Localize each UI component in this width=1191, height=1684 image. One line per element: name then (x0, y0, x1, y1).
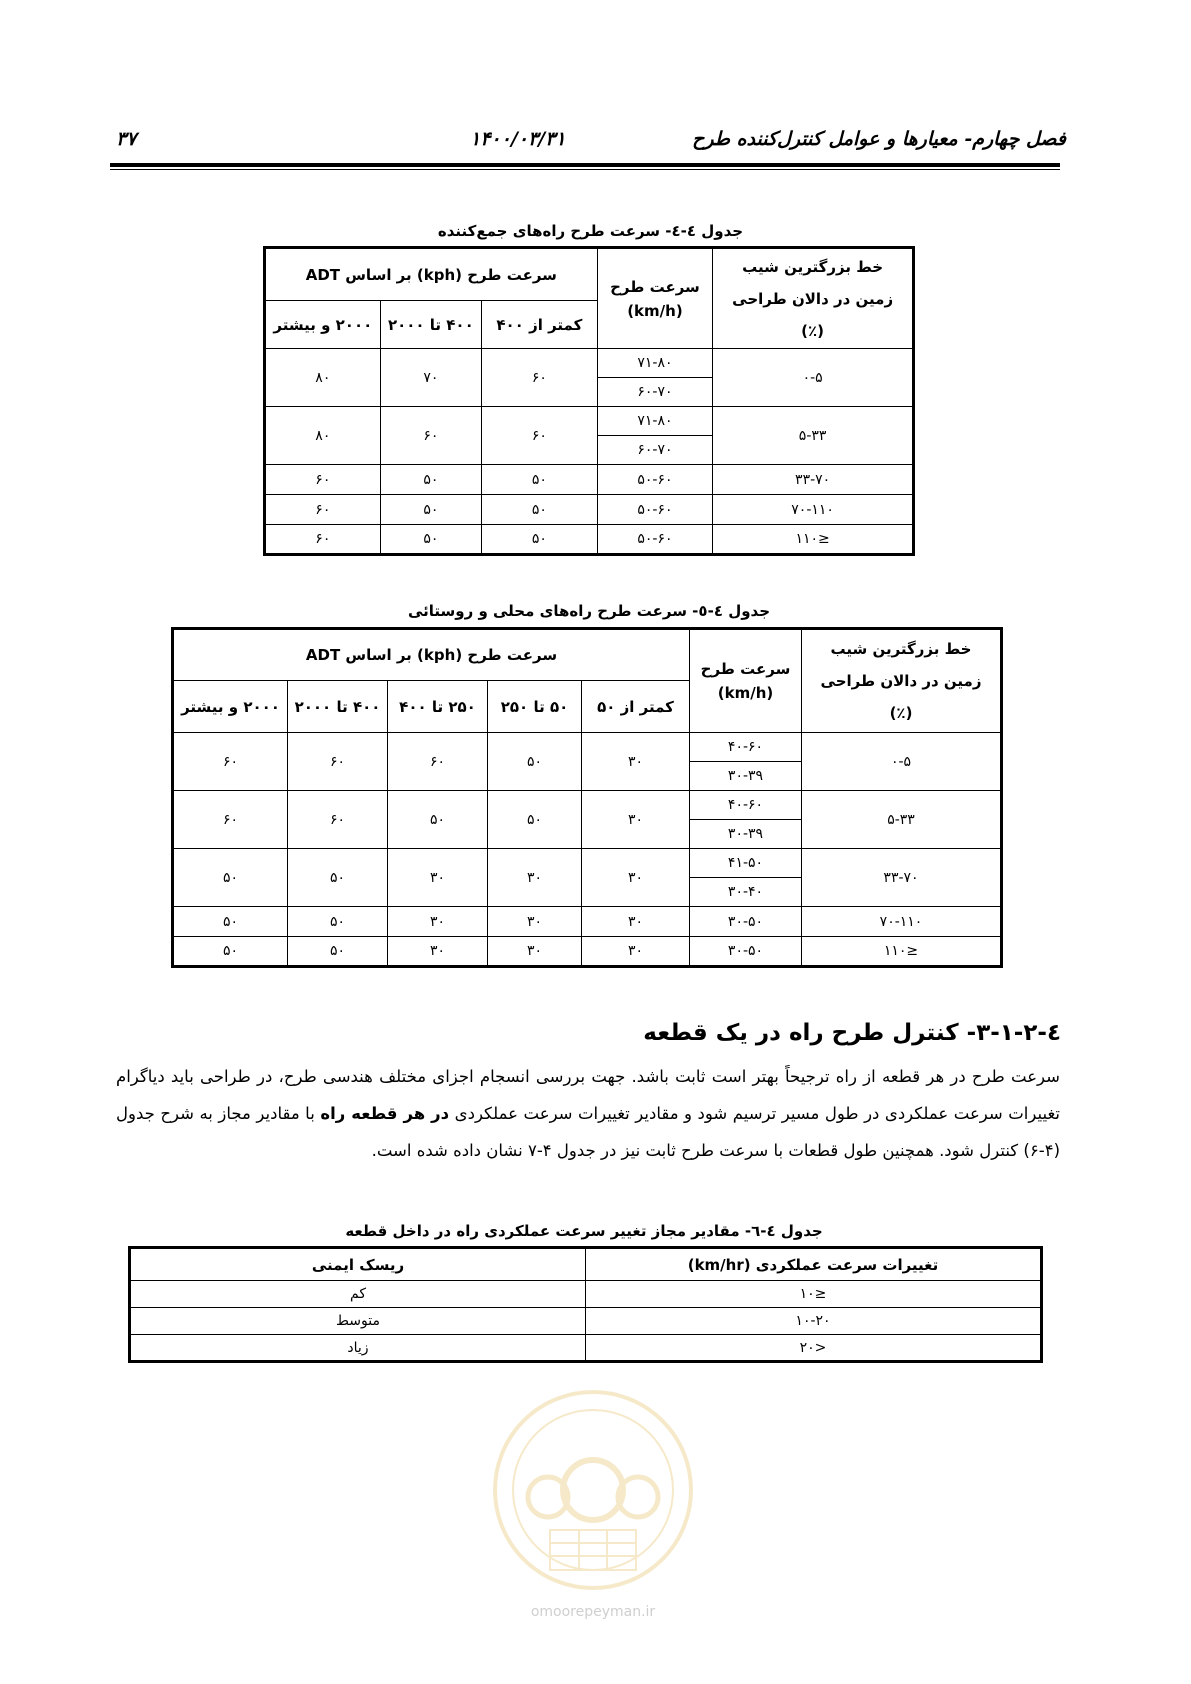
adt-speed-cell: ۶۰ (380, 407, 481, 465)
adt-column-header: ۲۵۰ تا ۴۰۰ (388, 681, 488, 733)
slope-cell: ≤۱۱۰ (713, 525, 914, 555)
adt-speed-cell: ۳۰ (582, 791, 690, 849)
adt-speed-cell: ۳۰ (488, 937, 582, 967)
adt-speed-cell: ۳۰ (582, 849, 690, 907)
adt-speed-cell: ۶۰ (265, 465, 381, 495)
design-speed-cell: ۴۰-۶۰ (690, 791, 802, 820)
adt-speed-cell: ۳۰ (582, 907, 690, 937)
slope-cell: ۰-۵ (802, 733, 1002, 791)
speed-change-cell: ۱۰-۲۰ (586, 1308, 1042, 1335)
slope-header: خط بزرگترین شیب زمین در دالان طراحی (٪) (713, 248, 914, 349)
design-speed-cell: ۵۰-۶۰ (597, 525, 713, 555)
adt-speed-cell: ۶۰ (265, 525, 381, 555)
adt-speed-cell: ۵۰ (482, 495, 598, 525)
adt-speed-cell: ۳۰ (582, 733, 690, 791)
adt-column-header: ۲۰۰۰ و بیشتر (265, 301, 381, 349)
design-speed-cell: ۳۰-۵۰ (690, 907, 802, 937)
adt-speed-cell: ۶۰ (288, 791, 388, 849)
adt-speed-cell: ۸۰ (265, 349, 381, 407)
design-speed-cell: ۷۱-۸۰ (597, 349, 713, 378)
adt-column-header: کمتر از ۴۰۰ (482, 301, 598, 349)
adt-column-header: ۵۰ تا ۲۵۰ (488, 681, 582, 733)
safety-risk-header: ریسک ایمنی (130, 1248, 586, 1281)
slope-cell: ۵-۳۳ (713, 407, 914, 465)
design-speed-cell: ۳۰-۴۰ (690, 878, 802, 907)
design-speed-cell: ۷۱-۸۰ (597, 407, 713, 436)
table-4-5 (171, 627, 1003, 968)
adt-speed-cell: ۶۰ (288, 733, 388, 791)
adt-speed-cell: ۶۰ (173, 791, 288, 849)
adt-speed-cell: ۵۰ (380, 465, 481, 495)
table-row (173, 849, 1002, 878)
adt-speed-cell: ۳۰ (488, 849, 582, 907)
watermark-ring (513, 1410, 673, 1570)
design-speed-header: سرعت طرح (km/h) (597, 248, 713, 349)
adt-speed-cell: ۵۰ (388, 791, 488, 849)
adt-column-header: ۴۰۰ تا ۲۰۰۰ (288, 681, 388, 733)
design-speed-cell: ۵۰-۶۰ (597, 495, 713, 525)
table-row (173, 791, 1002, 820)
adt-speed-cell: ۶۰ (482, 349, 598, 407)
slope-cell: ≤۱۱۰ (802, 937, 1002, 967)
slope-cell: ۳۳-۷۰ (713, 465, 914, 495)
page-number: ۳۷ (116, 128, 137, 150)
slope-header: خط بزرگترین شیب زمین در دالان طراحی (٪) (802, 629, 1002, 733)
design-speed-header: سرعت طرح (km/h) (690, 629, 802, 733)
safety-risk-cell: متوسط (130, 1308, 586, 1335)
table-row (130, 1335, 1042, 1362)
table-row (265, 495, 914, 525)
adt-column-header: ۴۰۰ تا ۲۰۰۰ (380, 301, 481, 349)
chapter-title: فصل چهارم- معیارها و عوامل کنترل‌کننده طرح (692, 128, 1066, 150)
design-speed-cell: ۴۱-۵۰ (690, 849, 802, 878)
design-speed-cell: ۳۰-۵۰ (690, 937, 802, 967)
section-paragraph (116, 1058, 1060, 1169)
slope-cell: ۷۰-۱۱۰ (713, 495, 914, 525)
speed-change-cell: <۲۰ (586, 1335, 1042, 1362)
design-speed-cell: ۵۰-۶۰ (597, 465, 713, 495)
design-speed-cell: ۶۰-۷۰ (597, 378, 713, 407)
slope-cell: ۳۳-۷۰ (802, 849, 1002, 907)
speed-change-cell: ≤۱۰ (586, 1281, 1042, 1308)
slope-cell: ۵-۳۳ (802, 791, 1002, 849)
adt-speed-cell: ۶۰ (173, 733, 288, 791)
table-row (265, 349, 914, 378)
adt-speed-cell: ۵۰ (288, 907, 388, 937)
safety-risk-cell: زیاد (130, 1335, 586, 1362)
adt-speed-cell: ۵۰ (488, 733, 582, 791)
header-rule-thick (110, 163, 1060, 167)
adt-speed-cell: ۸۰ (265, 407, 381, 465)
adt-speed-cell: ۶۰ (388, 733, 488, 791)
paragraph-text: سرعت طرح در هر قطعه از راه ترجیحاً بهتر است ثابت باشد. جهت بررسی انسجام اجزای مختلف هندسی طرح، در طراحی باید دیاگرام تغییرات سرعت عملکردی در طول مسیر ترسیم شود و مقادیر تغییرات سرعت عملکردی (116, 1067, 1060, 1123)
paragraph-bold-text: در هر قطعه راه (320, 1104, 450, 1123)
adt-column-header: کمتر از ۵۰ (582, 681, 690, 733)
adt-speed-cell: ۵۰ (488, 791, 582, 849)
table-row (173, 937, 1002, 967)
adt-speed-cell: ۳۰ (388, 907, 488, 937)
table-row (265, 465, 914, 495)
adt-speed-cell: ۵۰ (173, 937, 288, 967)
adt-speed-cell: ۶۰ (482, 407, 598, 465)
watermark-logo-icon (488, 1385, 698, 1595)
adt-speed-cell: ۳۰ (488, 907, 582, 937)
table-4-5-caption: جدول ٤-٥- سرعت طرح راه‌های محلی و روستائی (407, 602, 771, 620)
design-speed-cell: ۴۰-۶۰ (690, 733, 802, 762)
adt-speed-cell: ۵۰ (288, 849, 388, 907)
table-row (130, 1281, 1042, 1308)
section-heading: ٤-۳-۱-۲- کنترل طرح راه در یک قطعه (643, 1020, 1061, 1046)
table-4-6-caption: جدول ٤-٦- مقادیر مجاز تغییر سرعت عملکردی راه در داخل قطعه (345, 1222, 823, 1240)
safety-risk-cell: کم (130, 1281, 586, 1308)
design-speed-cell: ۳۰-۳۹ (690, 762, 802, 791)
table-4-4-caption: جدول ٤-٤- سرعت طرح راه‌های جمع‌کننده (437, 222, 744, 240)
adt-speed-cell: ۵۰ (482, 465, 598, 495)
table-4-4 (263, 246, 915, 556)
adt-speed-cell: ۳۰ (388, 849, 488, 907)
design-speed-cell: ۶۰-۷۰ (597, 436, 713, 465)
table-row (265, 525, 914, 555)
table-row (173, 907, 1002, 937)
adt-speed-cell: ۵۰ (482, 525, 598, 555)
adt-speed-cell: ۵۰ (288, 937, 388, 967)
watermark-gear (563, 1460, 623, 1520)
adt-speed-cell: ۵۰ (380, 525, 481, 555)
adt-speed-cell: ۶۰ (265, 495, 381, 525)
header-date: ۱۴۰۰/۰۳/۳۱ (470, 128, 566, 150)
adt-speed-cell: ۳۰ (388, 937, 488, 967)
table-row (265, 407, 914, 436)
speed-change-header: تغییرات سرعت عملکردی (km/hr) (586, 1248, 1042, 1281)
adt-speed-cell: ۳۰ (582, 937, 690, 967)
adt-speed-cell: ۷۰ (380, 349, 481, 407)
adt-column-header: ۲۰۰۰ و بیشتر (173, 681, 288, 733)
table-row (130, 1308, 1042, 1335)
watermark-site: omoorepeyman.ir (530, 1604, 656, 1620)
table-row (173, 733, 1002, 762)
adt-speed-cell: ۵۰ (173, 849, 288, 907)
slope-cell: ۰-۵ (713, 349, 914, 407)
adt-speed-cell: ۵۰ (380, 495, 481, 525)
slope-cell: ۷۰-۱۱۰ (802, 907, 1002, 937)
watermark-ring (495, 1392, 691, 1588)
paragraph-text: با مقادیر مجاز به شرح جدول (۴-۶) کنترل شود. همچنین طول قطعات با سرعت طرح ثابت نیز در جدول ۴-۷ نشان داده شده است. (116, 1104, 1060, 1160)
adt-speed-header: سرعت طرح (kph) بر اساس ADT (265, 248, 598, 301)
adt-speed-header: سرعت طرح (kph) بر اساس ADT (173, 629, 690, 681)
table-4-6 (128, 1246, 1043, 1363)
header-rule-thin (110, 169, 1060, 170)
design-speed-cell: ۳۰-۳۹ (690, 820, 802, 849)
adt-speed-cell: ۵۰ (173, 907, 288, 937)
